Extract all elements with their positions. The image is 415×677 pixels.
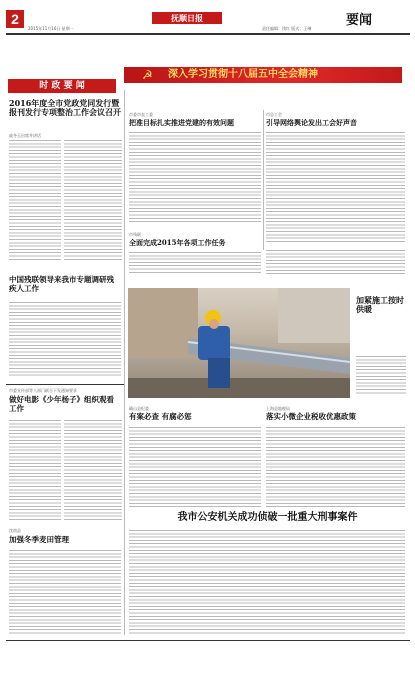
party-emblem-icon: ☭ [142, 68, 153, 82]
a2-headline: 把准目标扎实推进党建的有效问题 [129, 118, 234, 127]
a9-body [129, 530, 405, 635]
photo-caption [356, 356, 406, 394]
paper-name: 抚顺日报 [152, 12, 222, 24]
a6-headline: 做好电影《少年杨子》组织观看工作 [9, 395, 114, 413]
a3-body [266, 132, 405, 244]
column-rule [124, 90, 125, 635]
a3-headline: 引导网络舆论发出工会好声音 [266, 118, 357, 127]
section-header: 时 政 要 闻 [8, 79, 116, 93]
a3-body-2 [266, 250, 405, 274]
a10-kicker: 沈南县 [9, 528, 21, 533]
a6-body-2 [64, 420, 122, 520]
a8-body [266, 427, 405, 507]
a9-headline: 我市公安机关成功侦破一批重大刑事案件 [177, 512, 358, 523]
a2-kicker: 市委市直工委 [129, 112, 153, 117]
divider [6, 384, 124, 385]
a6-kicker: 市委宣传部等八部门联合下发通知要求 [9, 388, 77, 393]
photo-caption-title: 加紧施工按时供暖 [356, 295, 404, 315]
a4-headline: 全面完成2015年各项工作任务 [129, 238, 226, 247]
masthead-rule [6, 33, 410, 35]
a7-headline: 有案必查 有腐必惩 [129, 412, 192, 421]
a4-kicker: 市残联 [129, 232, 141, 237]
a7-kicker: 确山县纪委 [129, 406, 149, 411]
a10-body [9, 550, 121, 635]
a6-body [9, 420, 61, 520]
a1-body [9, 140, 61, 260]
column-rule [263, 110, 264, 250]
a10-headline: 加强冬季麦田管理 [9, 535, 69, 544]
banner-title: 深入学习贯彻十八届五中全会精神 [168, 69, 318, 80]
a2-body [129, 132, 261, 224]
a1-headline: 2016年度全市党政党同发行暨报刊发行专项整治工作会议召开 [9, 98, 121, 118]
date-line: 2015年11月16日 星期一 [28, 26, 74, 31]
a1-subline: 戚冬玉出席并讲话 [9, 133, 41, 138]
construction-worker-photo [128, 288, 350, 398]
editor-line: 责任编辑：钱红 版式：王琳 [262, 26, 312, 31]
section-title: 要闻 [346, 13, 373, 28]
a3-kicker: 市总工会 [266, 112, 282, 117]
footer-rule [6, 640, 410, 641]
banner [124, 67, 402, 83]
a1-body-2 [64, 140, 122, 260]
a5-body [9, 302, 121, 376]
a8-kicker: 上海县地税局 [266, 406, 290, 411]
a7-body [129, 427, 261, 507]
a5-headline: 中国残联领导来我市专题调研残疾人工作 [9, 275, 114, 293]
page-number: 2 [6, 10, 24, 28]
a4-body [129, 252, 261, 274]
a8-headline: 落实小微企业税收优惠政策 [266, 412, 356, 421]
